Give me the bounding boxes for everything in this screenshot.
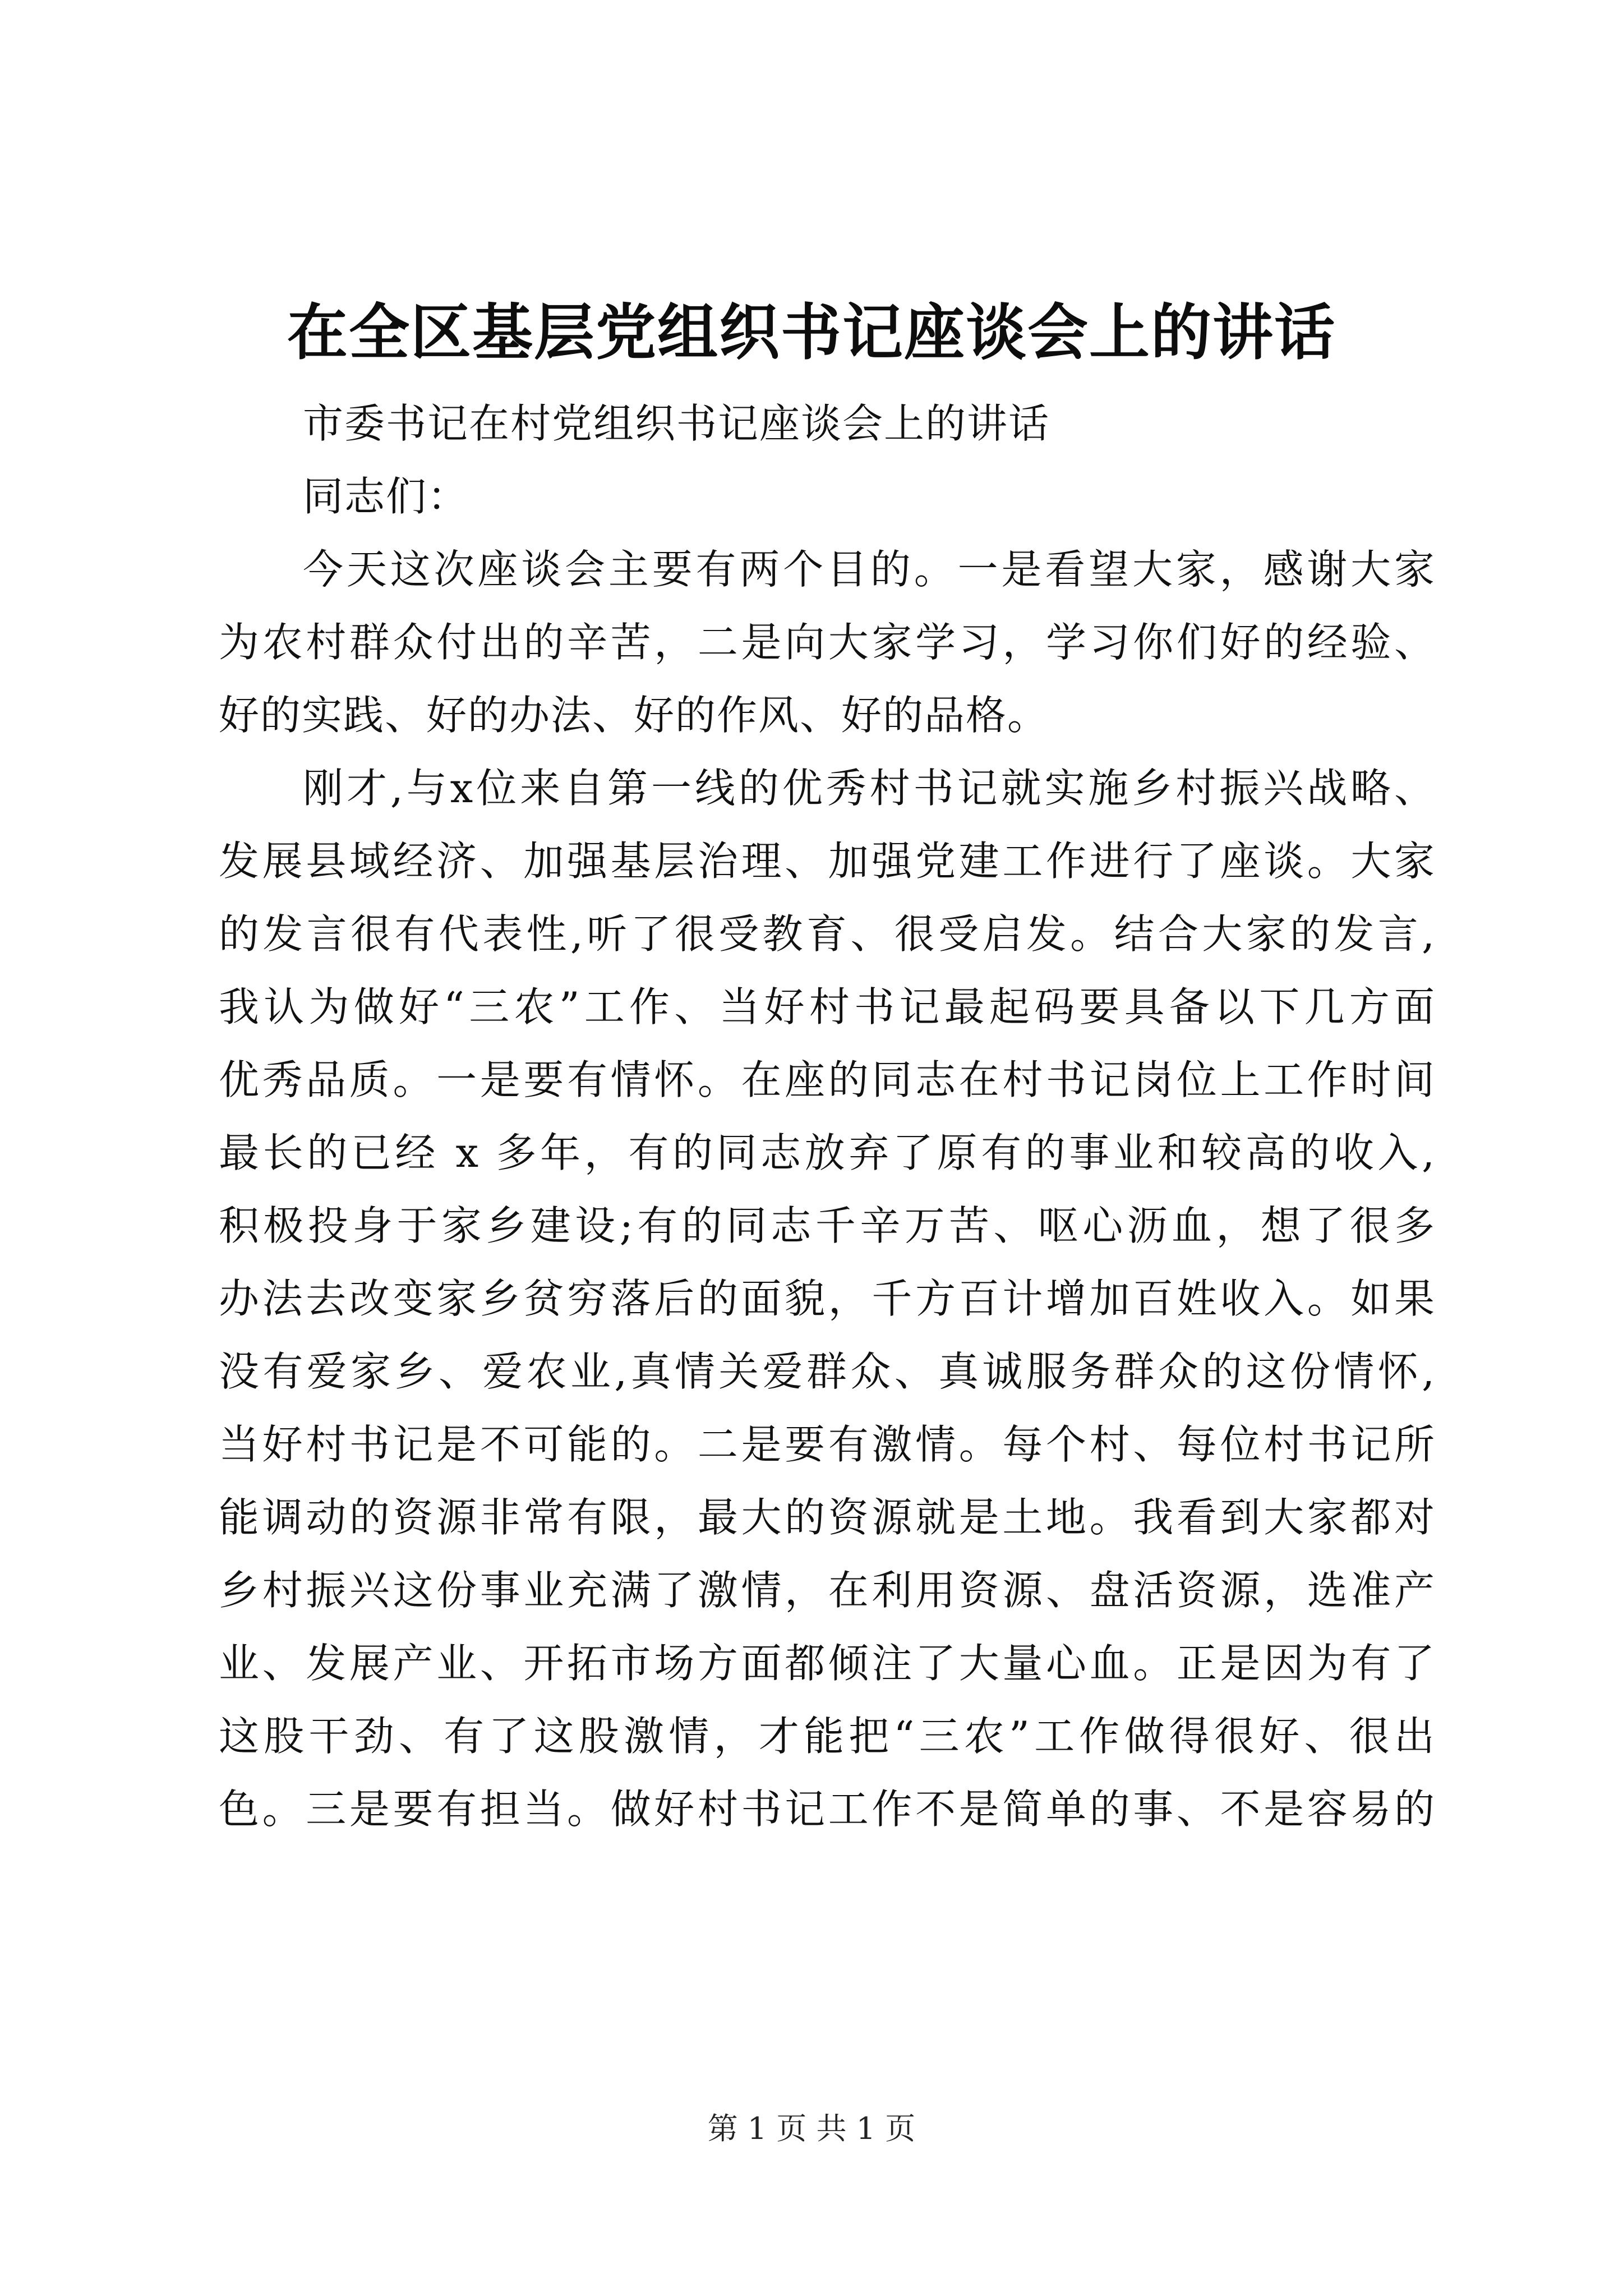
document-body — [219, 387, 1436, 1846]
paragraph1-line: 好的实践、好的办法、好的作风、好的品格。 — [219, 692, 1049, 739]
paragraph2-line: 刚才,与x位来自第一线的优秀村书记就实施乡村振兴战略、 — [303, 765, 1436, 812]
paragraph2-line: 业、发展产业、开拓市场方面都倾注了大量心血。正是因为有了 — [219, 1640, 1436, 1687]
paragraph2-line: 能调动的资源非常有限，最大的资源就是土地。我看到大家都对 — [219, 1494, 1436, 1541]
paragraph2-line: 乡村振兴这份事业充满了激情，在利用资源、盘活资源，选准产 — [219, 1567, 1436, 1614]
paragraph1-line: 今天这次座谈会主要有两个目的。一是看望大家，感谢大家 — [303, 546, 1436, 593]
paragraph2-line: 积极投身于家乡建设;有的同志千辛万苦、呕心沥血，想了很多 — [219, 1202, 1436, 1249]
paragraph1-line: 为农村群众付出的辛苦，二是向大家学习，学习你们好的经验、 — [219, 619, 1436, 666]
paragraph2-line: 的发言很有代表性,听了很受教育、很受启发。结合大家的发言, — [219, 910, 1436, 958]
paragraph2-line: 当好村书记是不可能的。二是要有激情。每个村、每位村书记所 — [219, 1421, 1436, 1468]
paragraph2-line: 优秀品质。一是要有情怀。在座的同志在村书记岗位上工作时间 — [219, 1056, 1436, 1103]
page-number-footer: 第 1 页 共 1 页 — [707, 2111, 916, 2146]
paragraph2-line: 发展县域经济、加强基层治理、加强党建工作进行了座谈。大家 — [219, 838, 1436, 885]
paragraph2-line: 最长的已经 x 多年，有的同志放弃了原有的事业和较高的收入, — [219, 1129, 1436, 1176]
subtitle-line: 市委书记在村党组织书记座谈会上的讲话 — [303, 400, 1050, 447]
paragraph2-line: 没有爱家乡、爱农业,真情关爱群众、真诚服务群众的这份情怀, — [219, 1348, 1436, 1395]
paragraph2-line: 我认为做好“三农”工作、当好村书记最起码要具备以下几方面 — [219, 983, 1436, 1030]
salutation-line: 同志们： — [303, 473, 469, 520]
paragraph2-line: 办法去改变家乡贫穷落后的面貌，千方百计增加百姓收入。如果 — [219, 1275, 1436, 1322]
document-title: 在全区基层党组织书记座谈会上的讲话 — [287, 297, 1336, 368]
paragraph2-line: 色。三是要有担当。做好村书记工作不是简单的事、不是容易的 — [219, 1786, 1436, 1833]
paragraph2-line: 这股干劲、有了这股激情，才能把“三农”工作做得很好、很出 — [219, 1713, 1436, 1760]
